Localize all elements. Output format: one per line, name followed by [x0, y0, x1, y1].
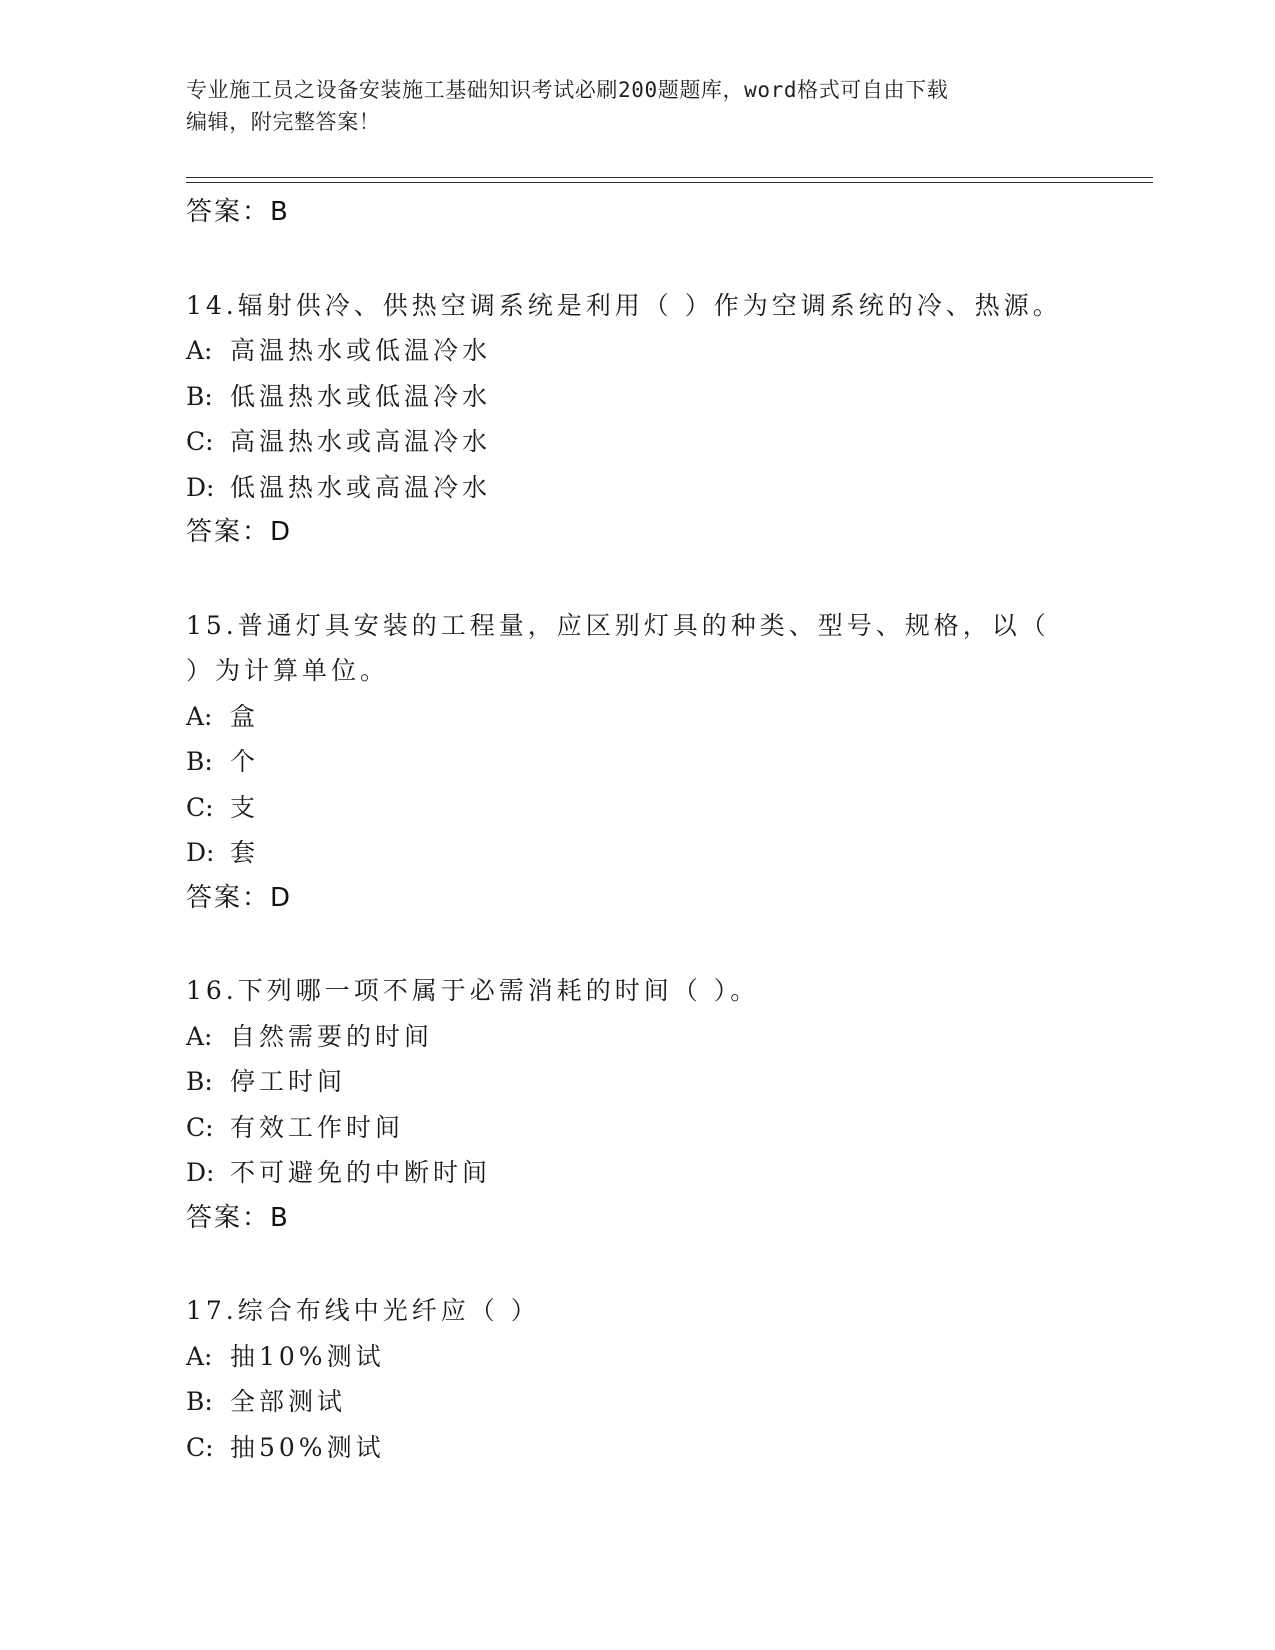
option-letter: C:	[186, 1112, 214, 1142]
option-b	[186, 1059, 1086, 1105]
option-text: 全部测试	[230, 1387, 347, 1416]
option-text: 不可避免的中断时间	[230, 1158, 492, 1187]
option-letter: D:	[186, 838, 215, 867]
spacer	[186, 556, 1086, 603]
question-stem: 16.下列哪一项不属于必需消耗的时间（ ）。	[186, 976, 760, 1005]
question-list	[186, 190, 1086, 1470]
answer-line: 答案：B	[186, 1202, 290, 1233]
spacer	[186, 1241, 1086, 1288]
option-text: 个	[230, 747, 260, 776]
spacer	[186, 236, 1086, 283]
option-c	[186, 785, 1086, 831]
option-letter: C:	[186, 427, 214, 456]
question-stem: 17.综合布线中光纤应（ ）	[186, 1296, 540, 1325]
option-text: 低温热水或低温冷水	[230, 381, 492, 411]
option-b	[186, 1379, 1086, 1425]
option-text: 停工时间	[230, 1067, 347, 1096]
option-text: 高温热水或低温冷水	[230, 336, 492, 365]
document-header	[186, 74, 1066, 138]
option-letter: C:	[186, 1432, 214, 1462]
option-b	[186, 374, 1086, 420]
option-c	[186, 1425, 1086, 1471]
option-c	[186, 1105, 1086, 1151]
option-letter: A:	[186, 1341, 213, 1371]
header-divider-bottom	[186, 182, 1153, 183]
option-a	[186, 1334, 1086, 1380]
header-line-2: 编辑，附完整答案！	[186, 110, 381, 134]
option-a	[186, 328, 1086, 374]
option-letter: A:	[186, 336, 213, 365]
option-letter: A:	[186, 1021, 213, 1051]
question-stem-continued: ）为计算单位。	[186, 656, 390, 685]
option-d	[186, 1150, 1086, 1196]
answer-line: 答案：D	[186, 517, 293, 547]
option-letter: A:	[186, 701, 213, 731]
header-line-1: 专业施工员之设备安装施工基础知识考试必刷200题题库，word格式可自由下载	[186, 78, 949, 102]
option-text: 套	[230, 838, 260, 867]
question-block-14	[186, 283, 1086, 556]
question-block-15	[186, 603, 1086, 922]
option-a	[186, 1014, 1086, 1060]
question-block-17	[186, 1288, 1086, 1470]
option-letter: D:	[186, 472, 215, 502]
question-block-16	[186, 968, 1086, 1241]
option-letter: D:	[186, 1158, 215, 1187]
option-text: 自然需要的时间	[230, 1021, 434, 1051]
option-text: 支	[230, 792, 260, 822]
option-letter: B:	[186, 747, 213, 776]
option-b	[186, 739, 1086, 785]
option-letter: C:	[186, 792, 214, 822]
previous-answer: 答案：B	[186, 197, 290, 227]
option-a	[186, 694, 1086, 740]
option-text: 高温热水或高温冷水	[230, 427, 492, 456]
answer-line: 答案：D	[186, 882, 293, 913]
question-stem: 15.普通灯具安装的工程量，应区别灯具的种类、型号、规格，以（	[186, 610, 1050, 640]
option-letter: B:	[186, 1387, 213, 1416]
option-c	[186, 419, 1086, 465]
option-letter: B:	[186, 1067, 213, 1096]
option-text: 盒	[230, 701, 260, 731]
spacer	[186, 921, 1086, 968]
option-text: 有效工作时间	[230, 1112, 405, 1142]
option-text: 抽10%测试	[230, 1341, 385, 1371]
header-divider-top	[186, 177, 1153, 178]
option-d	[186, 830, 1086, 876]
option-text: 低温热水或高温冷水	[230, 472, 492, 502]
option-d	[186, 465, 1086, 511]
option-letter: B:	[186, 381, 213, 411]
question-stem: 14.辐射供冷、供热空调系统是利用（ ）作为空调系统的冷、热源。	[186, 290, 1062, 320]
option-text: 抽50%测试	[230, 1432, 385, 1462]
